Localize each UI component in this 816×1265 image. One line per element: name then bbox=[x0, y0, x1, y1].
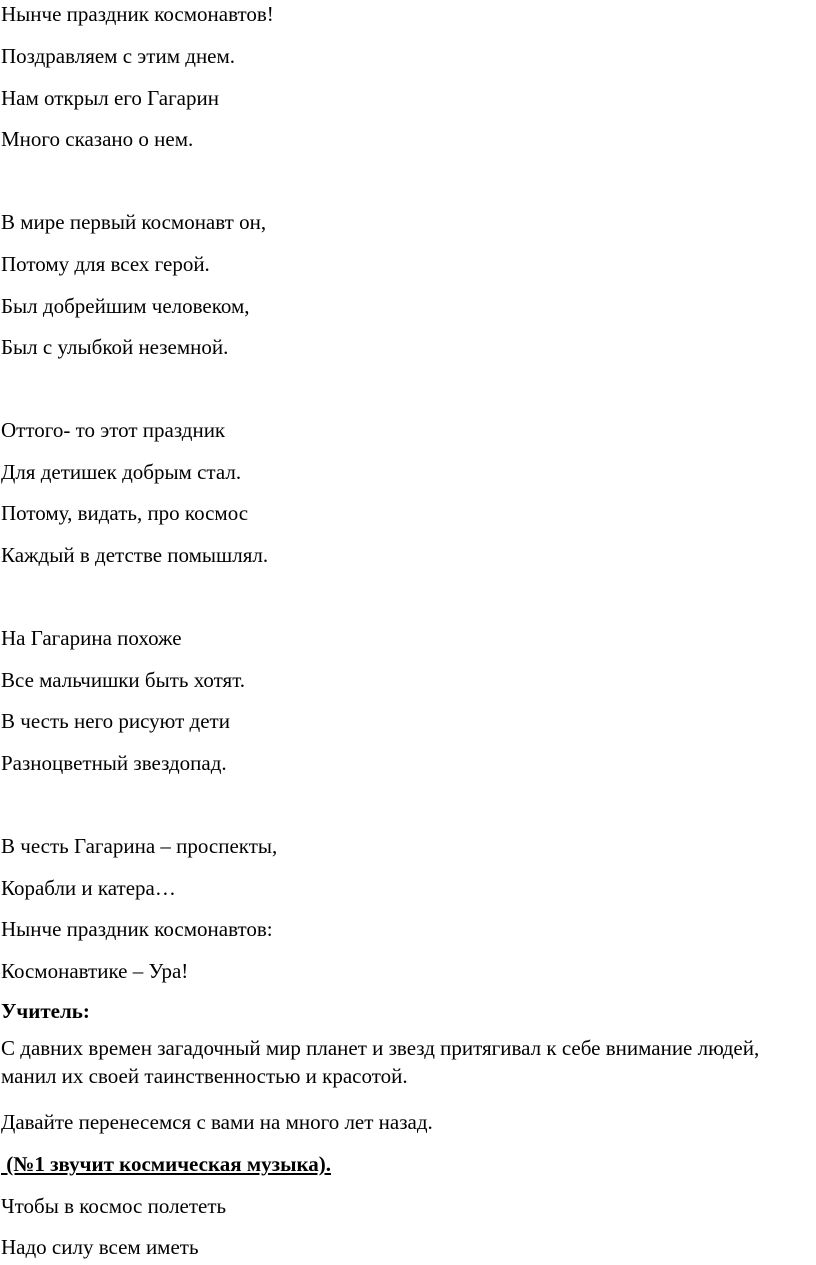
poem-line: Потому, видать, про космос bbox=[1, 501, 249, 525]
narration-paragraph: Давайте перенесемся с вами на много лет назад. bbox=[1, 1110, 433, 1134]
poem-line: Для детишек добрым стал. bbox=[1, 460, 242, 484]
poem-line: Оттого- то этот праздник bbox=[1, 418, 226, 442]
poem-line: Много сказано о нем. bbox=[1, 127, 194, 151]
poem-line: В честь него рисуют дети bbox=[1, 709, 230, 733]
poem-line: Надо силу всем иметь bbox=[1, 1235, 199, 1259]
speaker-label: Учитель: bbox=[1, 999, 90, 1023]
poem-line: Каждый в детстве помышлял. bbox=[1, 543, 269, 567]
poem-line: Разноцветный звездопад. bbox=[1, 751, 227, 775]
poem-line: Был добрейшим человеком, bbox=[1, 294, 250, 318]
poem-line: Космонавтике – Ура! bbox=[1, 959, 189, 983]
poem-line: Чтобы в космос полететь bbox=[1, 1194, 227, 1218]
poem-line: Нынче праздник космонавтов: bbox=[1, 917, 273, 941]
poem-line: В мире первый космонавт он, bbox=[1, 210, 267, 234]
poem-line: Корабли и катера… bbox=[1, 876, 176, 900]
poem-line: В честь Гагарина – проспекты, bbox=[1, 834, 278, 858]
poem-line: Все мальчишки быть хотят. bbox=[1, 668, 246, 692]
poem-line: Нам открыл его Гагарин bbox=[1, 86, 219, 110]
poem-line: Нынче праздник космонавтов! bbox=[1, 2, 274, 26]
poem-line: Был с улыбкой неземной. bbox=[1, 335, 229, 359]
poem-line: Потому для всех герой. bbox=[1, 252, 210, 276]
poem-line: Поздравляем с этим днем. bbox=[1, 44, 236, 68]
poem-line: На Гагарина похоже bbox=[1, 626, 182, 650]
music-cue: (№1 звучит космическая музыка). bbox=[1, 1152, 332, 1176]
narration-paragraph: С давних времен загадочный мир планет и звезд притягивал к себе внимание людей, манил их своей таинственностью и красотой. bbox=[1, 1036, 760, 1088]
